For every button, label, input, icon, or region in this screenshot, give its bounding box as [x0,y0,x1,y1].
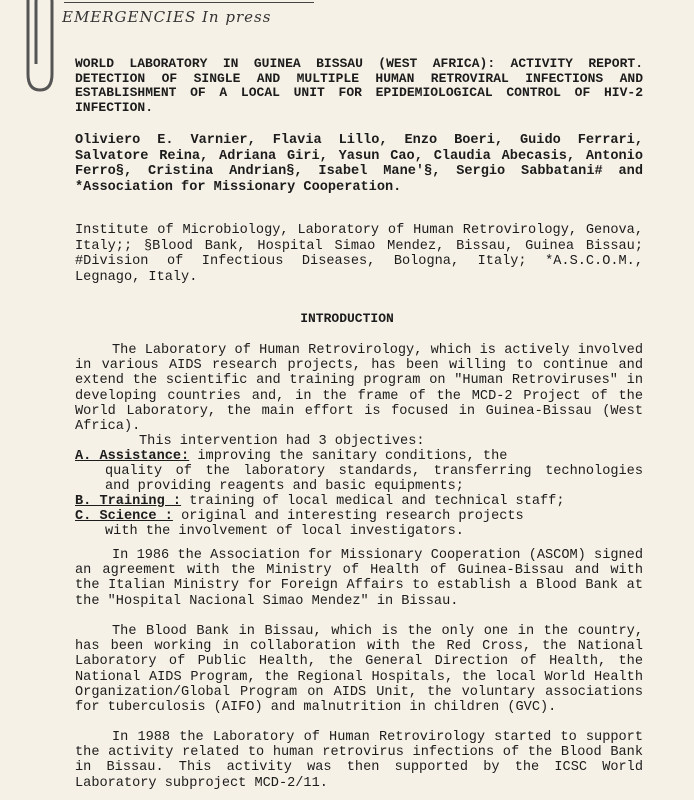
paragraph-text: In 1986 the Association for Missionary Cooperation (ASCOM) signed an agreement with the Ministry of Health of Guinea-Bissau and with the Italian Ministry for Foreign Affairs to establish a Blood Bank at the "Hospital Nacional Simao Mendez" in Bissau. [75,548,643,609]
paperclip-icon [14,0,60,98]
objective-b [75,494,643,509]
objective-text: training of local medical and technical staff; [189,494,565,509]
objective-continuation: with the involvement of local investigators. [105,524,464,540]
objective-text: improving the sanitary conditions, the [197,449,508,464]
objective-label: A. Assistance: [75,449,190,464]
handwritten-note: EMERGENCIES In press [62,8,272,26]
document-title: WORLD LABORATORY IN GUINEA BISSAU (WEST AFRICA): ACTIVITY REPORT. DETECTION OF SINGLE AND MULTIPLE HUMAN RETROVIRAL INFECTIONS AND ESTABLISHMENT OF A LOCAL UNIT FOR EPIDEMIOLOGICAL CONTROL OF HIV-2 INFECTION. [75,56,643,115]
objective-label: B. Training : [75,494,182,509]
paragraph-blood-bank [75,624,643,715]
author-list: Oliviero E. Varnier, Flavia Lillo, Enzo Boeri, Guido Ferrari, Salvatore Reina, Adriana Giri, Yasun Cao, Claudia Abecasis, Antonio Ferro§, Cristina Andrian§, Isabel Mane'§, Sergio Sabbatani# and *Association for Missionary Cooperation. [75,133,643,195]
objective-text: original and interesting research projects [181,509,524,524]
paragraph-1988 [75,730,643,791]
objective-c [75,509,643,539]
intro-paragraph: The Laboratory of Human Retrovirology, which is actively involved in various AIDS research projects, has been willing to continue and extend the scientific and training program on "Human Retroviruses" in developing countries and, in the frame of the MCD-2 Project of the World Laboratory, the main effort is focused in Guinea-Bissau (West Africa). [75,343,643,435]
objective-a [75,449,643,495]
objective-continuation: quality of the laboratory standards, transferring technologies and providing reagents and basic equipments; [105,464,643,495]
affiliations: Institute of Microbiology, Laboratory of Human Retrovirology, Genova, Italy;; §Blood Bank, Hospital Simao Mendez, Bissau, Guinea Bissau; #Division of Infectious Diseases, Bologna, Italy; *A.S.C.O.M., Legnago, Italy. [75,223,643,285]
paragraph-ascom [75,548,643,609]
paragraph-text: In 1988 the Laboratory of Human Retrovirology started to support the activity related to human retrovirus infections of the Blood Bank in Bissau. This activity was then supported by the ICSC World Laboratory subproject MCD-2/11. [75,730,643,791]
handwritten-underline [64,2,314,4]
objective-label: C. Science : [75,509,173,524]
intro-section [75,343,643,449]
paragraph-text: The Blood Bank in Bissau, which is the only one in the country, has been working in collaboration with the Red Cross, the National Laboratory of Public Health, the General Direction of Health, the National AIDS Program, the Regional Hospitals, the local World Health Organization/Global Program on AIDS Unit, the voluntary associations for tuberculosis (AIFO) and malnutrition in children (GVC). [75,624,643,716]
objectives-intro: This intervention had 3 objectives: [139,434,425,450]
section-heading: INTRODUCTION [300,311,394,326]
